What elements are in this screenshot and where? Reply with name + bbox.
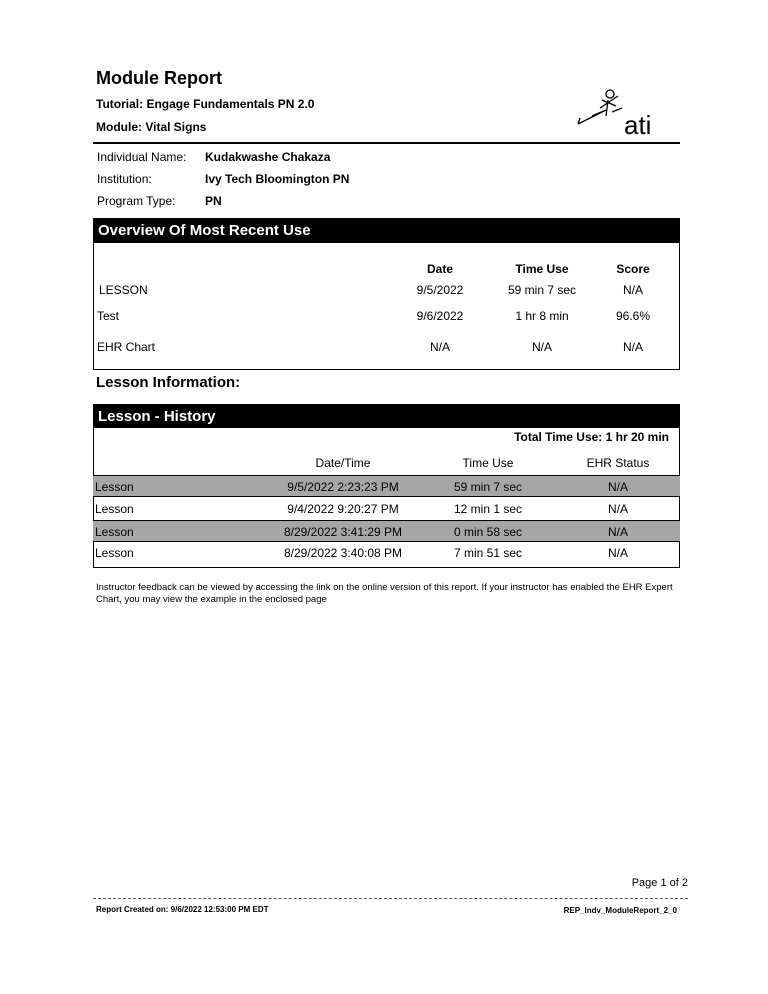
row-datetime: 8/29/2022 3:40:08 PM — [283, 546, 403, 560]
program-label: Program Type: — [97, 194, 176, 208]
row-type: Lesson — [95, 525, 134, 539]
overview-row-label: Test — [97, 309, 120, 323]
row-time: 59 min 7 sec — [453, 480, 523, 494]
program-value: PN — [205, 194, 222, 208]
overview-col-score: Score — [616, 262, 650, 276]
row-time: 7 min 51 sec — [453, 546, 523, 560]
row-type: Lesson — [95, 480, 134, 494]
ati-logo — [572, 86, 668, 138]
name-value: Kudakwashe Chakaza — [205, 150, 331, 164]
row-status: N/A — [607, 546, 628, 560]
tutorial-name: Tutorial: Engage Fundamentals PN 2.0 — [96, 97, 315, 111]
table-row — [93, 520, 680, 542]
overview-row-score: 96.6% — [615, 309, 651, 323]
row-datetime: 8/29/2022 3:41:29 PM — [283, 525, 403, 539]
history-col-status: EHR Status — [586, 456, 650, 470]
report-created: Report Created on: 9/6/2022 12:53:00 PM EDT — [96, 905, 269, 914]
row-status: N/A — [607, 502, 628, 516]
row-status: N/A — [607, 480, 628, 494]
lesson-history-heading: Lesson - History — [94, 405, 679, 428]
overview-row-date: N/A — [429, 340, 450, 354]
row-type: Lesson — [95, 502, 134, 516]
overview-row-label: EHR Chart — [97, 340, 156, 354]
row-time: 12 min 1 sec — [453, 502, 523, 516]
lesson-info-title: Lesson Information: — [96, 374, 241, 391]
total-time-use: Total Time Use: 1 hr 20 min — [514, 430, 669, 444]
table-row — [93, 475, 680, 497]
table-row — [93, 542, 680, 564]
module-name: Module: Vital Signs — [96, 120, 207, 134]
overview-row-time: N/A — [531, 340, 552, 354]
row-type: Lesson — [95, 546, 134, 560]
report-id: REP_Indv_ModuleReport_2_0 — [563, 906, 677, 915]
institution-label: Institution: — [97, 172, 152, 186]
history-col-datetime: Date/Time — [315, 456, 371, 470]
history-col-time: Time Use — [462, 456, 514, 470]
overview-row-time: 59 min 7 sec — [507, 283, 577, 297]
overview-col-date: Date — [426, 262, 453, 276]
overview-row-date: 9/5/2022 — [416, 283, 464, 297]
institution-value: Ivy Tech Bloomington PN — [205, 172, 350, 186]
overview-row-time: 1 hr 8 min — [515, 309, 569, 323]
overview-heading: Overview Of Most Recent Use — [94, 219, 679, 243]
row-status: N/A — [607, 525, 628, 539]
overview-row-date: 9/6/2022 — [416, 309, 464, 323]
row-datetime: 9/4/2022 9:20:27 PM — [287, 502, 399, 516]
overview-row-score: N/A — [622, 283, 643, 297]
footer-divider — [93, 898, 688, 899]
instructor-feedback-note: Instructor feedback can be viewed by accessing the link on the online version of this report. If your instructor has enabled the EHR Expert Chart, you may view the example in the enclosed page — [96, 582, 673, 605]
overview-row-score: N/A — [622, 340, 643, 354]
page-number: Page 1 of 2 — [631, 877, 688, 889]
header-rule — [93, 142, 680, 144]
svg-text:ati: ati — [624, 110, 652, 138]
page-title: Module Report — [96, 68, 222, 88]
table-row — [93, 498, 680, 520]
overview-col-time: Time Use — [515, 262, 569, 276]
name-label: Individual Name: — [97, 150, 187, 164]
overview-row-label: LESSON — [99, 283, 148, 297]
row-datetime: 9/5/2022 2:23:23 PM — [287, 480, 399, 494]
row-time: 0 min 58 sec — [453, 525, 523, 539]
